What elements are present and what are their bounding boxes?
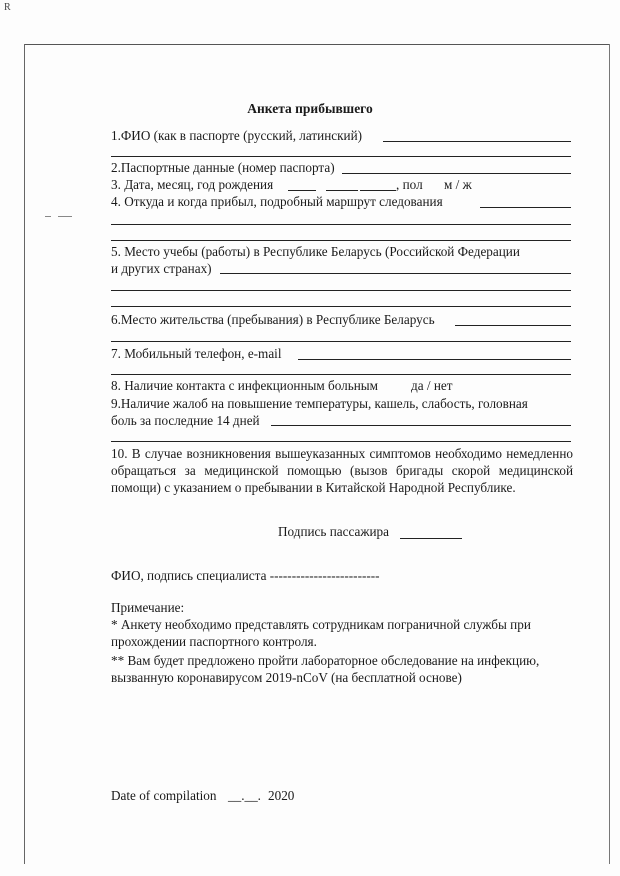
sex-label: , пол — [396, 177, 423, 192]
note-2-line-2: вызванную коронавирусом 2019-nCoV (на бесплатной основе) — [111, 670, 462, 685]
note-2-line-1: ** Вам будет предложено пройти лабораторное обследование на инфекцию, — [111, 653, 540, 668]
question-7-label: 7. Мобильный телефон, e-mail — [111, 346, 282, 361]
frame-left-border — [24, 44, 25, 864]
form-title: Анкета прибывшего — [247, 101, 373, 116]
question-9-field[interactable] — [271, 425, 571, 426]
question-1-field-line-2[interactable] — [111, 156, 571, 157]
note-1-line-2: прохождении паспортного контроля. — [111, 634, 317, 649]
date-year: 2020 — [268, 788, 295, 803]
corner-mark: R — [4, 2, 11, 13]
frame-right-border — [609, 44, 610, 864]
passenger-signature-label: Подпись пассажира — [278, 524, 389, 539]
frame-top-border — [24, 44, 610, 45]
question-9-field-line-2[interactable] — [111, 441, 571, 442]
sex-options[interactable]: м / ж — [444, 177, 472, 192]
question-10-text: 10. В случае возникновения вышеуказанных симптомов необходимо немедленно обращаться за медицинской помощью (вызов бригады скорой медицинской помощи) с указанием о пребывании в Китайской Народной Республике. — [111, 446, 573, 495]
question-9-label-line-2: боль за последние 14 дней — [111, 413, 260, 428]
question-5-label-line-1: 5. Место учебы (работы) в Республике Беларусь (Российской Федерации — [111, 244, 520, 259]
passenger-signature-field[interactable] — [400, 538, 462, 539]
scan-mark — [58, 216, 72, 217]
question-5-field-line-2[interactable] — [111, 290, 571, 291]
note-heading: Примечание: — [111, 600, 185, 615]
question-8-options[interactable]: да / нет — [411, 378, 453, 393]
question-2-label: 2.Паспортные данные (номер паспорта) — [111, 160, 335, 175]
birth-day-field[interactable] — [288, 190, 316, 191]
question-2-field[interactable] — [342, 173, 571, 174]
question-1-label: 1.ФИО (как в паспорте (русский, латинский) — [111, 128, 363, 143]
question-7-field-line-2[interactable] — [111, 374, 571, 375]
question-4-field-line-3[interactable] — [111, 240, 571, 241]
question-4-label: 4. Откуда и когда прибыл, подробный маршрут следования — [111, 194, 443, 209]
date-label: Date of compilation — [111, 788, 217, 803]
note-1-line-1: * Анкету необходимо представлять сотрудникам пограничной службы при — [111, 617, 531, 632]
question-5-field[interactable] — [220, 273, 571, 274]
date-field[interactable]: __.__. — [228, 788, 261, 803]
scan-mark — [45, 216, 51, 217]
question-3-label: 3. Дата, месяц, год рождения — [111, 177, 274, 192]
specialist-signature-label: ФИО, подпись специалиста ------------------------- — [111, 568, 380, 583]
birth-month-field[interactable] — [326, 190, 358, 191]
question-4-field[interactable] — [480, 207, 571, 208]
question-9-label-line-1: 9.Наличие жалоб на повышение температуры, кашель, слабость, головная — [111, 396, 528, 411]
question-5-field-line-3[interactable] — [111, 306, 571, 307]
question-4-field-line-2[interactable] — [111, 224, 571, 225]
question-1-field[interactable] — [383, 141, 571, 142]
question-6-field[interactable] — [455, 325, 571, 326]
question-6-field-line-2[interactable] — [111, 341, 571, 342]
birth-year-field[interactable] — [360, 190, 396, 191]
question-6-label: 6.Место жительства (пребывания) в Республике Беларусь — [111, 312, 435, 327]
question-8-label: 8. Наличие контакта с инфекционным больным — [111, 378, 379, 393]
question-5-label-line-2: и других странах) — [111, 261, 212, 276]
question-7-field[interactable] — [298, 359, 571, 360]
